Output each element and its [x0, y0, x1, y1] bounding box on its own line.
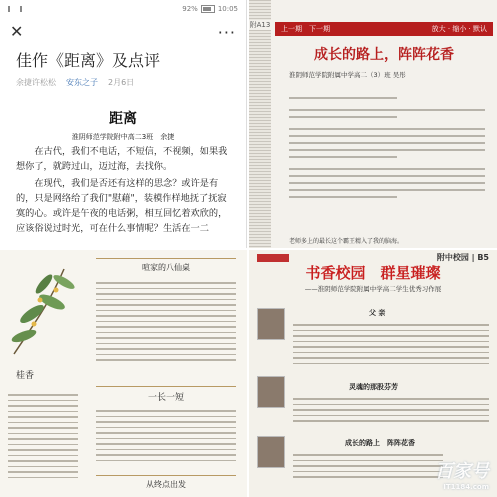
page-number: 附中校园 | B5 — [436, 253, 489, 262]
nav-bar — [0, 18, 246, 46]
text-line — [289, 109, 485, 111]
text-line — [289, 116, 397, 118]
column-title: 喧家的八仙桌 — [142, 263, 190, 272]
signal-icon — [8, 6, 22, 12]
epaper-panel-top-right — [249, 0, 497, 248]
ornament-line — [96, 475, 236, 476]
article-head: 成长的路上 阵阵花香 — [345, 439, 415, 447]
article-text — [293, 394, 489, 426]
masthead-tag — [257, 254, 289, 262]
article-heading: 距离 — [109, 111, 137, 127]
plant-label: 桂香 — [16, 371, 35, 381]
column-text — [96, 278, 236, 365]
text-line — [289, 182, 485, 184]
epaper-last-line: 老师多上的最长这个霸王精入了我的脑海。 — [289, 238, 404, 245]
ornament-line — [96, 386, 236, 387]
newspaper-panel-bottom-right — [249, 250, 497, 497]
ornament-line — [96, 258, 236, 259]
article-head: 灵魂的那股芬芳 — [349, 383, 398, 391]
watermark-logo-text: 百家号 — [435, 461, 489, 482]
author-photo — [257, 308, 285, 340]
text-line — [289, 128, 485, 130]
author-photo — [257, 436, 285, 468]
more-options-icon[interactable]: ··· — [217, 22, 236, 42]
text-line — [289, 175, 485, 177]
close-icon[interactable]: ✕ — [10, 22, 24, 41]
zoom-controls[interactable]: 放大 · 缩小 · 默认 — [431, 25, 487, 33]
meta-author: 余捷许松松 — [16, 78, 56, 87]
article-text — [293, 320, 489, 368]
article-text — [293, 450, 443, 482]
text-line — [289, 156, 397, 158]
paragraph: 在现代，我们是否还有这样的思念？或许是有的，只是网络给了我们"慰藉"，装模作样地抚了抚寂寞的心。或许是午夜的电话粥，相互回忆着欢欣的，应该俗说过时光，可在什么事情呢？生活在一二 — [16, 178, 228, 234]
author-photo — [257, 376, 285, 408]
watermark-url: IT1184.com — [443, 483, 489, 491]
page-subheadline: ——淮阴师范学院附属中学高二学生优秀习作展 — [304, 285, 442, 293]
epaper-article-title: 成长的路上，阵阵花香 — [314, 47, 454, 63]
meta-date: 2月6日 — [108, 78, 135, 87]
text-line — [289, 149, 485, 151]
text-line — [289, 135, 485, 137]
article-title: 佳作《距离》及点评 — [16, 51, 161, 70]
epaper-body-text — [289, 92, 485, 203]
text-line — [289, 97, 397, 99]
column-text — [96, 406, 236, 465]
status-bar — [0, 0, 246, 18]
battery-icon — [201, 5, 215, 13]
text-line — [289, 142, 485, 144]
text-line — [289, 189, 485, 191]
column-title: 一长一短 — [147, 393, 184, 403]
epaper-author: 淮阴师范学院附属中学高二（3）班 吴彤 — [289, 71, 406, 79]
epaper-nav-bar — [275, 22, 493, 36]
issue-nav[interactable]: 上一期 下一期 — [281, 25, 330, 33]
newspaper-panel-bottom-left — [0, 250, 247, 497]
article-meta — [0, 71, 246, 94]
phone-article-panel — [0, 0, 247, 248]
text-line — [289, 168, 485, 170]
page-edge-strip — [249, 0, 271, 248]
site-watermark — [435, 457, 489, 491]
column-title: 从终点出发 — [146, 480, 186, 489]
battery-percent: 92% — [182, 5, 198, 13]
column-text — [8, 390, 78, 482]
article-head: 父 亲 — [369, 309, 386, 317]
page-tag: 附A13 — [249, 21, 271, 29]
meta-account-link[interactable]: 安东之子 — [66, 78, 98, 87]
paragraph: 在古代，我们不电话，不短信，不视频，如果我想你了，就跨过山，迈过海，去找你。 — [16, 146, 228, 172]
osmanthus-illustration — [4, 254, 84, 364]
text-line — [289, 196, 397, 198]
page-headline: 书香校园 群星璀璨 — [305, 264, 441, 282]
article-byline: 淮阴师范学院附中高二3班 余捷 — [71, 133, 175, 141]
status-time: 10:05 — [217, 5, 238, 13]
